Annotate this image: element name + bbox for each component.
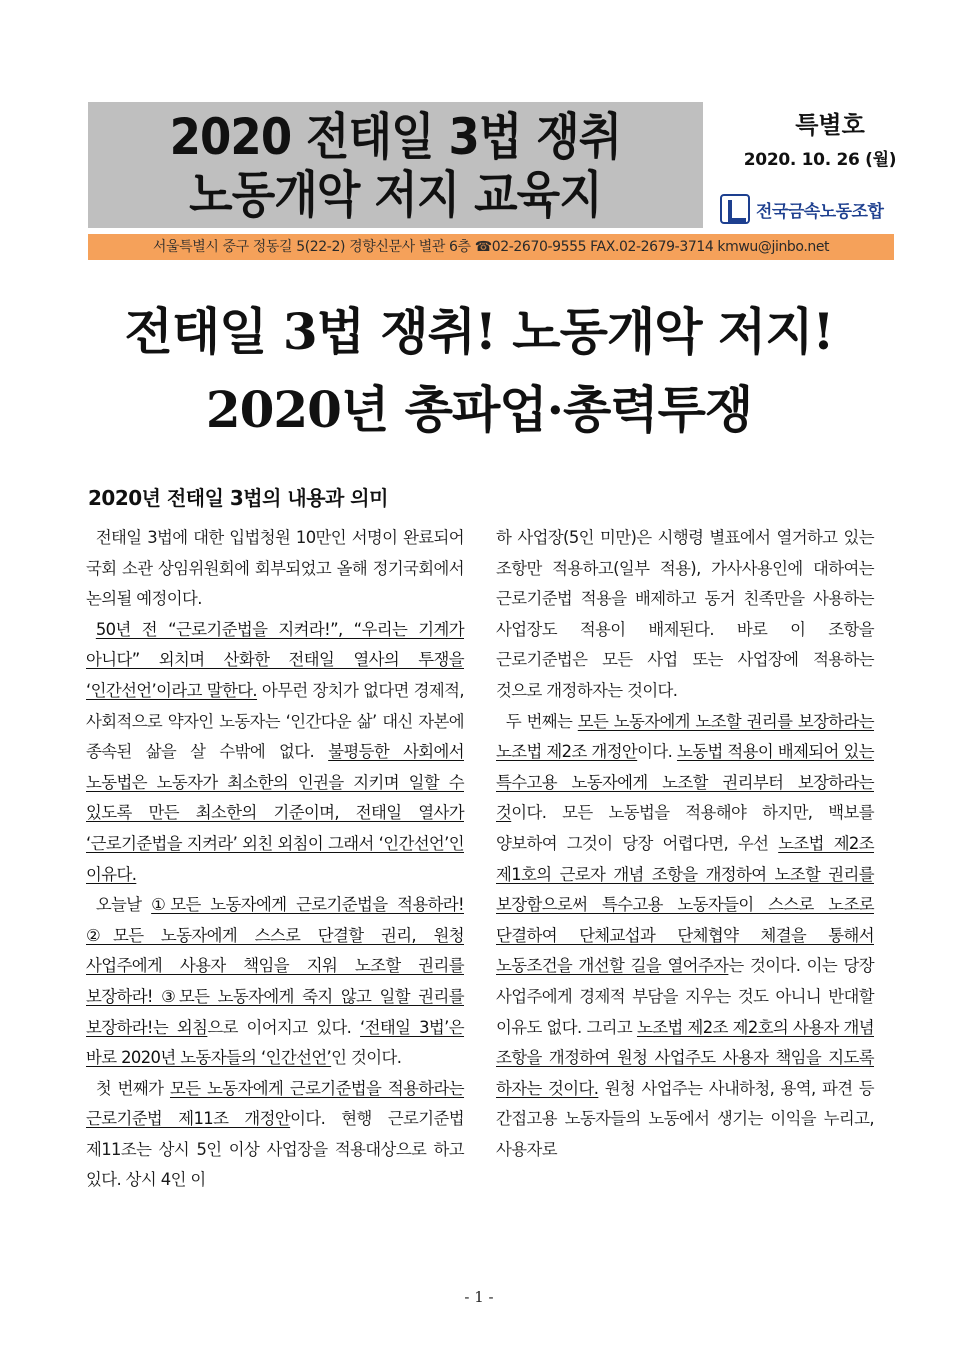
underlined-text: 모든 노동자에게 노조할 권리를 보장하라는 노조법 제2조 개정안 — [496, 711, 875, 762]
body-text: 하 사업장(5인 미만)은 시행령 별표에서 열거하고 있는 조항만 적용하고(일부 적용), 가사사용인에 대하여는 근로기준법 적용을 배제하고 동거 친족만을 사용하는 사업장도 적용이 배제된다. 바로 이 조항을 근로기준법은 모든 사업 또는 사업장에 적용하는 것으로 개정하자는 것이다. — [496, 528, 874, 700]
body-text: 인 것이다. — [331, 1048, 402, 1068]
paragraph — [86, 615, 464, 890]
left-column — [86, 523, 464, 1196]
underlined-text: ①모든 노동자에게 근로기준법을 적용하라! ②모든 노동자에게 스스로 단결할 권리, 원청 사업주에게 사용자 책임을 지워 노조할 권리를 보장하라! ③모든 노동자에게 죽지 않고 일할 권리를 보장하라!는 외침 — [86, 895, 464, 1037]
paragraph — [496, 523, 874, 707]
body-text: 원청 사업주는 사내하청, 용역, 파견 등 간접고용 노동자들의 노동에서 생기는 이익을 누리고, 사용자로 — [496, 1078, 874, 1159]
union-name: 전국금속노동조합 — [756, 201, 884, 222]
body-text: 오늘날 — [95, 895, 152, 915]
body-text: 전태일 3법에 대한 입법청원 10만인 서명이 완료되어 국회 소관 상임위원회에 회부되었고 올해 정기국회에서 논의될 예정이다. — [86, 528, 464, 609]
underlined-text: 노조법 제2조 제1호의 근로자 개념 조항을 개정하여 노조할 권리를 보장함으로써 특수고용 노동자들이 스스로 노조로 단결하여 단체교섭과 단체협약 체결을 통해서 노동조건을 개선할 길을 열어주자 — [496, 833, 874, 976]
underlined-text: 모든 노동자에게 근로기준법을 적용하라는 근로기준법 제11조 개정안 — [86, 1078, 465, 1129]
headline-line2: 2020년 총파업·총력투쟁 — [205, 380, 753, 439]
address-bar: 서울특별시 중구 정동길 5(22-2) 경향신문사 별관 6층 ☎02-2670-9555 FAX.02-2679-3714 kmwu@jinbo.net — [88, 234, 894, 260]
underlined-text: 노동법 적용이 배제되어 있는 특수고용 노동자에게 노조할 권리부터 보장하라는 것 — [496, 742, 874, 823]
body-text: 이다. 현행 근로기준법 제11조는 상시 5인 이상 사업장을 적용대상으로 하고 있다. 상시 4인 이 — [86, 1109, 464, 1190]
masthead-title-line1: 2020 전태일 3법 쟁취 — [169, 108, 622, 166]
paragraph — [496, 707, 874, 1166]
masthead-banner — [88, 102, 703, 228]
body-text: 는 것이다. 이는 당장 사업주에게 경제적 부담을 지우는 것도 아니니 반대할 이유도 없다. 그리고 — [496, 956, 874, 1037]
paragraph — [86, 890, 464, 1074]
paragraph — [86, 1074, 464, 1196]
underlined-text: 노조법 제2조 제2호의 사용자 개념 조항을 개정하여 원청 사업주도 사용자 책임을 지도록 하자는 것이다. — [496, 1017, 874, 1098]
headline-line1: 전태일 3법 쟁취! 노동개악 저지! — [124, 302, 834, 361]
paragraph — [86, 523, 464, 615]
section-title: 2020년 전태일 3법의 내용과 의미 — [88, 486, 388, 510]
underlined-text: 50년 전 “근로기준법을 지켜라!”, “우리는 기계가 아니다” 외치며 산화한 전태일 열사의 투쟁을 ‘인간선언’이라고 말한다. — [86, 619, 464, 700]
body-text: 두 번째는 — [505, 711, 578, 731]
body-text: 아무런 장치가 없다면 경제적, 사회적으로 약자인 노동자는 ‘인간다운 삶’ 대신 자본에 종속된 삶을 살 수밖에 없다. — [86, 680, 464, 762]
issue-date: 2020. 10. 26 (월) — [743, 150, 897, 170]
right-column — [496, 523, 874, 1165]
body-text: 이다. 모든 노동법을 적용해야 하지만, 백보를 양보하여 그것이 당장 어렵다면, 우선 — [496, 803, 874, 853]
union-emblem-icon — [720, 194, 750, 224]
union-logo — [720, 192, 900, 226]
body-text: 이다. — [637, 742, 677, 762]
special-edition-label: 특별호 — [795, 111, 865, 139]
masthead-title-line2: 노동개악 저지 교육지 — [189, 166, 602, 224]
underlined-text: ‘전태일 3법’은 바로 2020년 노동자들의 ‘인간선언’ — [86, 1017, 465, 1068]
underlined-text: 불평등한 사회에서 노동법은 노동자가 최소한의 인권을 지키며 일할 수 있도록 만든 최소한의 기준이며, 전태일 열사가 ‘근로기준법을 지켜라’ 외친 외침이 그래서 ‘인간선언’인 이유다. — [86, 742, 464, 884]
body-text: 첫 번째가 — [95, 1078, 170, 1098]
body-text: 으로 이어지고 있다. — [207, 1017, 361, 1037]
page-number: - 1 - — [464, 1288, 494, 1306]
